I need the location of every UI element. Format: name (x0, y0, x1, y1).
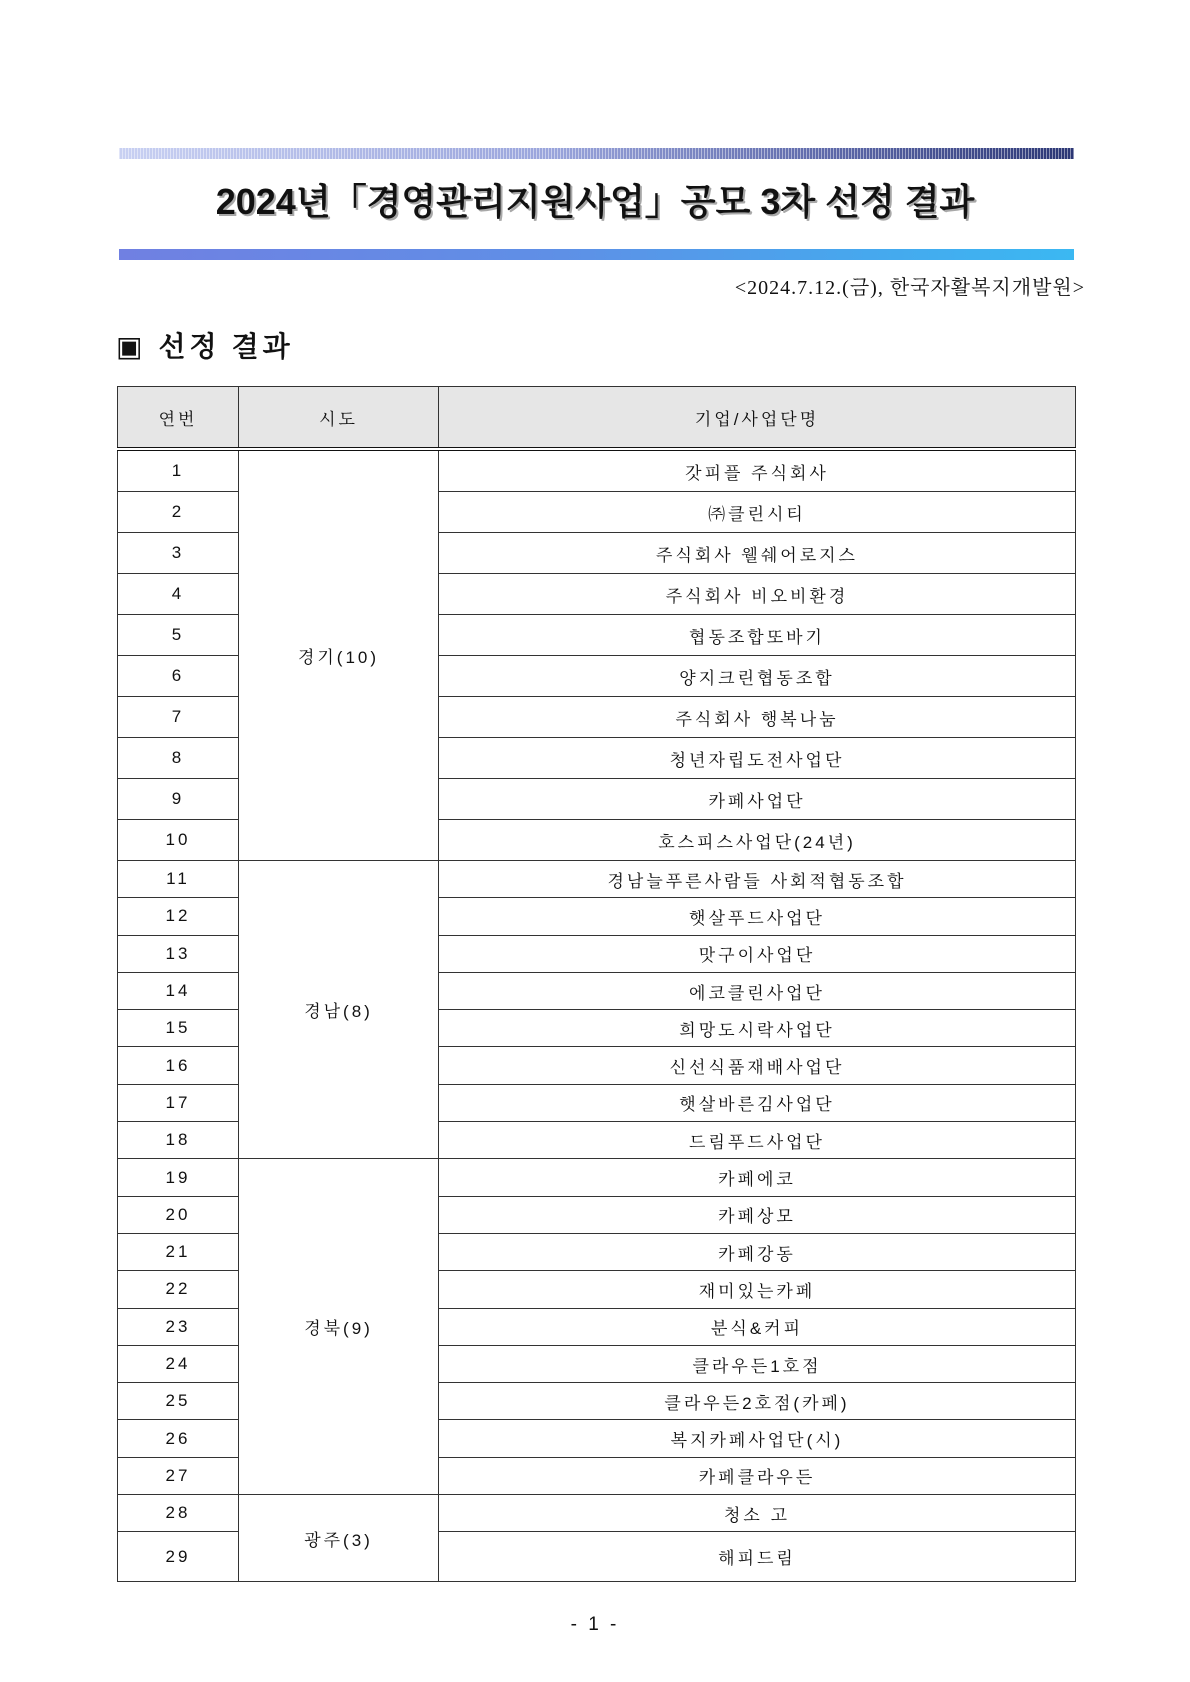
title-bottom-gradient-bar (119, 249, 1074, 260)
row-number: 6 (118, 656, 239, 697)
row-number: 10 (118, 820, 239, 861)
row-number: 21 (118, 1233, 239, 1270)
document-title: 2024년「경영관리지원사업」공모 3차 선정 결과 (215, 181, 975, 222)
company-name: 주식회사 웰쉐어로지스 (439, 533, 1076, 574)
row-number: 8 (118, 738, 239, 779)
row-number: 19 (118, 1159, 239, 1196)
row-number: 16 (118, 1047, 239, 1084)
table-row (118, 1495, 1076, 1532)
row-number: 11 (118, 861, 239, 898)
company-name: 호스피스사업단(24년) (439, 820, 1076, 861)
company-name: 신선식품재배사업단 (439, 1047, 1076, 1084)
company-name: 분식&커피 (439, 1308, 1076, 1345)
row-number: 24 (118, 1345, 239, 1382)
header-serial-number: 연번 (118, 387, 239, 450)
row-number: 12 (118, 898, 239, 935)
company-name: 에코클린사업단 (439, 972, 1076, 1009)
row-number: 3 (118, 533, 239, 574)
row-number: 20 (118, 1196, 239, 1233)
company-name: 청년자립도전사업단 (439, 738, 1076, 779)
table-row (118, 861, 1076, 898)
company-name: 카페강동 (439, 1233, 1076, 1270)
row-number: 14 (118, 972, 239, 1009)
row-number: 1 (118, 449, 239, 492)
company-name: 카페에코 (439, 1159, 1076, 1196)
company-name: 드림푸드사업단 (439, 1122, 1076, 1159)
company-name: ㈜클린시티 (439, 492, 1076, 533)
section-heading (116, 330, 294, 366)
row-number: 29 (118, 1532, 239, 1582)
company-name: 주식회사 행복나눔 (439, 697, 1076, 738)
company-name: 카페클라우든 (439, 1457, 1076, 1494)
page-number: - 1 - (570, 1614, 620, 1635)
title-top-gradient-bar (119, 148, 1074, 159)
company-name: 복지카페사업단(시) (439, 1420, 1076, 1457)
row-number: 28 (118, 1495, 239, 1532)
company-name: 양지크린협동조합 (439, 656, 1076, 697)
company-name: 경남늘푸른사람들 사회적협동조합 (439, 861, 1076, 898)
company-name: 해피드림 (439, 1532, 1076, 1582)
header-company-name: 기업/사업단명 (439, 387, 1076, 450)
region-cell: 경북(9) (239, 1159, 439, 1495)
header-region: 시도 (239, 387, 439, 450)
row-number: 15 (118, 1010, 239, 1047)
row-number: 23 (118, 1308, 239, 1345)
row-number: 2 (118, 492, 239, 533)
row-number: 26 (118, 1420, 239, 1457)
section-marker-icon: ▣ (116, 332, 147, 363)
selection-results-table (117, 386, 1076, 1582)
row-number: 9 (118, 779, 239, 820)
row-number: 18 (118, 1122, 239, 1159)
region-cell: 경남(8) (239, 861, 439, 1159)
section-heading-text: 선정 결과 (158, 332, 294, 363)
company-name: 청소 고 (439, 1495, 1076, 1532)
company-name: 카페사업단 (439, 779, 1076, 820)
company-name: 갓피플 주식회사 (439, 449, 1076, 492)
row-number: 7 (118, 697, 239, 738)
region-cell: 경기(10) (239, 449, 439, 861)
table-row (118, 449, 1076, 492)
company-name: 클라우든2호점(카페) (439, 1383, 1076, 1420)
row-number: 25 (118, 1383, 239, 1420)
table-header-row (118, 387, 1076, 450)
row-number: 13 (118, 935, 239, 972)
company-name: 클라우든1호점 (439, 1345, 1076, 1382)
company-name: 협동조합또바기 (439, 615, 1076, 656)
company-name: 희망도시락사업단 (439, 1010, 1076, 1047)
row-number: 22 (118, 1271, 239, 1308)
table-row (118, 1159, 1076, 1196)
company-name: 주식회사 비오비환경 (439, 574, 1076, 615)
region-cell: 광주(3) (239, 1495, 439, 1582)
company-name: 햇살푸드사업단 (439, 898, 1076, 935)
company-name: 맛구이사업단 (439, 935, 1076, 972)
company-name: 재미있는카페 (439, 1271, 1076, 1308)
company-name: 햇살바른김사업단 (439, 1084, 1076, 1121)
row-number: 27 (118, 1457, 239, 1494)
row-number: 4 (118, 574, 239, 615)
row-number: 5 (118, 615, 239, 656)
date-and-issuer: <2024.7.12.(금), 한국자활복지개발원> (734, 277, 1085, 299)
row-number: 17 (118, 1084, 239, 1121)
company-name: 카페상모 (439, 1196, 1076, 1233)
